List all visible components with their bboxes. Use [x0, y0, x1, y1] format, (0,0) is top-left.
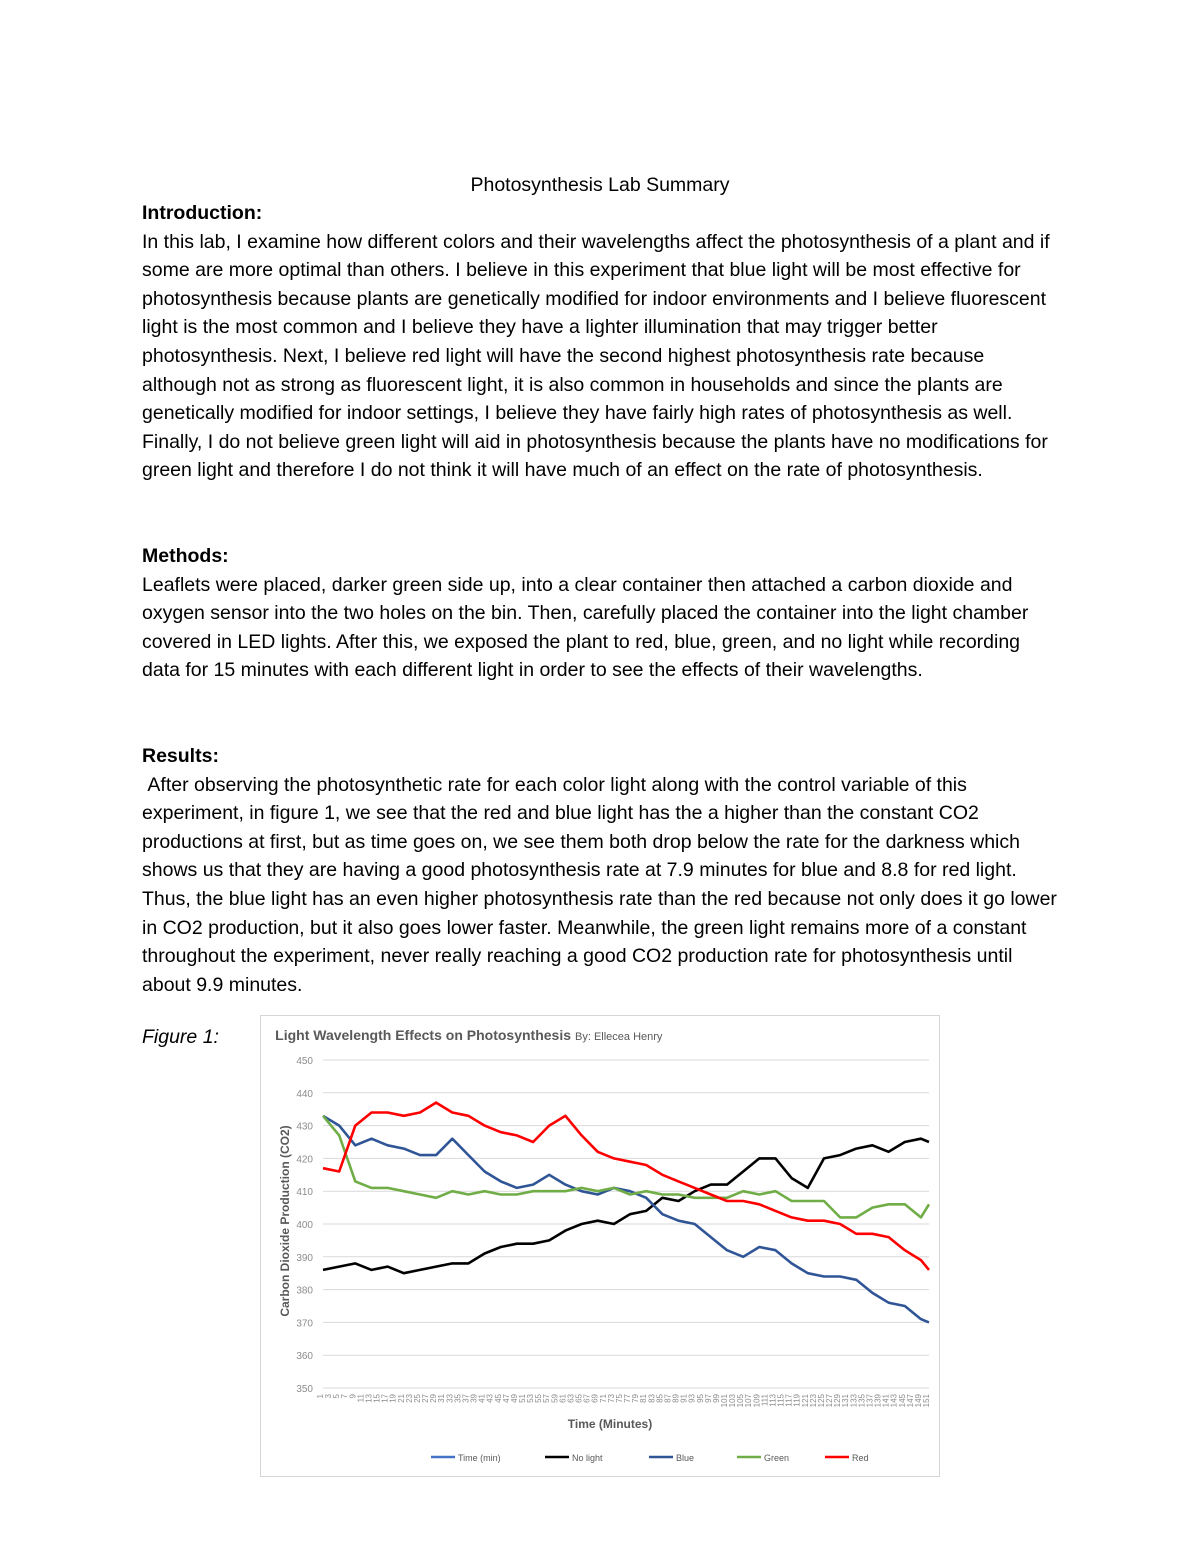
- results-heading: Results:: [142, 745, 219, 767]
- figure-1-chart: [260, 1015, 940, 1477]
- x-tick-label: 91: [679, 1394, 689, 1403]
- x-tick-label: 75: [614, 1394, 624, 1403]
- y-tick-label: 390: [296, 1252, 313, 1264]
- introduction-section: [142, 199, 1062, 485]
- x-tick-label: 29: [429, 1394, 439, 1403]
- x-tick-label: 23: [404, 1394, 414, 1403]
- y-tick-label: 410: [296, 1187, 313, 1199]
- results-section: [142, 742, 1062, 999]
- x-tick-label: 47: [501, 1394, 511, 1403]
- x-tick-label: 111: [760, 1394, 770, 1407]
- x-tick-label: 113: [768, 1394, 778, 1407]
- x-tick-label: 145: [897, 1394, 907, 1408]
- x-tick-label: 37: [461, 1394, 471, 1403]
- legend-label: No light: [572, 1453, 603, 1463]
- results-body: After observing the photosynthetic rate for each color light along with the control variable of this experiment, in figure 1, we see that the red and blue light has the a higher than the constant CO2 productions at first, but as time goes on, we see them both drop below the rate for the darkness which shows us that they are having a good photosynthesis rate at 7.9 minutes for blue and 8.8 for red light. Thus, the blue light has an even higher photosynthesis rate than the red because not only does it go lower in CO2 production, but it also goes lower faster. Meanwhile, the green light remains more of a constant throughout the experiment, never really reaching a good CO2 production rate for photosynthesis until about 9.9 minutes.: [142, 773, 1063, 996]
- y-tick-label: 380: [296, 1285, 313, 1297]
- x-tick-label: 117: [784, 1394, 794, 1407]
- introduction-heading: Introduction:: [142, 202, 263, 224]
- y-tick-label: 350: [296, 1384, 313, 1395]
- x-tick-label: 1: [316, 1394, 325, 1399]
- x-tick-label: 63: [566, 1394, 576, 1403]
- x-tick-label: 67: [582, 1394, 592, 1403]
- x-tick-label: 51: [518, 1394, 527, 1403]
- x-tick-label: 21: [396, 1394, 406, 1403]
- legend-label: Red: [852, 1453, 869, 1463]
- x-tick-label: 93: [687, 1394, 697, 1403]
- x-tick-label: 97: [703, 1394, 713, 1403]
- x-tick-label: 39: [469, 1394, 479, 1403]
- figure-label: Figure 1:: [142, 1026, 219, 1048]
- x-tick-label: 133: [849, 1394, 859, 1408]
- x-tick-label: 3: [324, 1394, 334, 1399]
- x-tick-label: 87: [663, 1394, 673, 1403]
- x-tick-label: 99: [711, 1394, 721, 1403]
- y-tick-label: 420: [296, 1154, 313, 1166]
- series-line-green: [323, 1116, 929, 1218]
- introduction-body: In this lab, I examine how different colors and their wavelengths affect the photosynthesis of a plant and if some are more optimal than others. I believe in this experiment that blue light will be most effective for photosynthesis because plants are genetically modified for indoor environments and I believe fluorescent light is the most common and I believe they have a lighter illumination that may trigger better photosynthesis. Next, I believe red light will have the second highest photosynthesis rate because although not as strong as fluorescent light, it is also common in households and since the plants are genetically modified for indoor settings, I believe they have fairly high rates of photosynthesis as well. Finally, I do not believe green light will aid in photosynthesis because the plants have no modifications for green light and therefore I do not think it will have much of an effect on the rate of photosynthesis.: [142, 230, 1050, 482]
- x-tick-label: 27: [421, 1394, 431, 1403]
- x-tick-label: 103: [728, 1394, 738, 1408]
- chart-title: Light Wavelength Effects on Photosynthesis: [275, 1027, 571, 1043]
- x-tick-label: 85: [655, 1394, 665, 1403]
- x-tick-label: 73: [606, 1394, 616, 1403]
- x-tick-label: 79: [631, 1394, 641, 1403]
- x-tick-label: 61: [558, 1394, 568, 1403]
- x-tick-label: 77: [623, 1394, 633, 1403]
- x-tick-label: 69: [590, 1394, 600, 1403]
- methods-body: Leaflets were placed, darker green side up, into a clear container then attached a carbon dioxide and oxygen sensor into the two holes on the bin. Then, carefully placed the container into the light chamber covered in LED lights. After this, we exposed the plant to red, blue, green, and no light while recording data for 15 minutes with each different light in order to see the effects of their wavelengths.: [142, 573, 1029, 682]
- y-tick-label: 440: [296, 1088, 313, 1100]
- x-tick-label: 31: [437, 1394, 447, 1403]
- legend-label: Blue: [676, 1453, 695, 1463]
- x-tick-label: 65: [574, 1394, 584, 1403]
- x-tick-label: 17: [380, 1394, 390, 1403]
- x-tick-label: 119: [792, 1394, 802, 1407]
- y-tick-label: 370: [296, 1318, 313, 1330]
- x-tick-label: 83: [647, 1394, 657, 1403]
- x-tick-label: 115: [776, 1394, 786, 1407]
- x-tick-label: 57: [542, 1394, 552, 1403]
- x-tick-label: 55: [534, 1394, 544, 1403]
- x-tick-label: 101: [720, 1394, 729, 1408]
- x-tick-label: 147: [905, 1394, 915, 1408]
- y-tick-label: 450: [296, 1056, 313, 1067]
- x-tick-label: 49: [509, 1394, 519, 1403]
- x-tick-label: 71: [598, 1394, 608, 1403]
- methods-section: [142, 542, 1062, 685]
- x-tick-label: 149: [913, 1394, 923, 1408]
- x-tick-label: 43: [485, 1394, 495, 1403]
- x-tick-label: 123: [808, 1394, 818, 1408]
- x-tick-label: 89: [671, 1394, 681, 1403]
- x-tick-label: 131: [841, 1394, 851, 1408]
- x-tick-label: 25: [412, 1394, 422, 1403]
- x-tick-label: 125: [816, 1394, 826, 1408]
- series-line-red: [323, 1103, 929, 1270]
- methods-heading: Methods:: [142, 545, 229, 567]
- x-tick-label: 121: [800, 1394, 810, 1408]
- x-tick-label: 15: [372, 1394, 382, 1403]
- x-tick-label: 109: [752, 1394, 762, 1408]
- line-chart: [261, 1016, 939, 1476]
- x-tick-label: 35: [453, 1394, 463, 1403]
- legend-label: Time (min): [458, 1453, 501, 1463]
- x-tick-label: 33: [445, 1394, 455, 1403]
- y-axis-label: Carbon Dioxide Production (CO2): [278, 1125, 292, 1317]
- x-tick-label: 59: [550, 1394, 560, 1403]
- x-tick-label: 143: [889, 1394, 899, 1408]
- y-tick-label: 400: [296, 1220, 313, 1231]
- x-tick-label: 53: [526, 1394, 536, 1403]
- x-tick-label: 135: [857, 1394, 867, 1408]
- series-line-blue: [323, 1116, 929, 1323]
- x-tick-label: 19: [388, 1394, 398, 1403]
- x-tick-label: 151: [922, 1394, 931, 1408]
- document-title: Photosynthesis Lab Summary: [470, 174, 730, 196]
- x-tick-label: 127: [825, 1394, 835, 1408]
- x-tick-label: 45: [493, 1394, 503, 1403]
- x-tick-label: 95: [695, 1394, 705, 1403]
- x-tick-label: 11: [356, 1394, 366, 1403]
- x-tick-label: 41: [477, 1394, 487, 1403]
- y-tick-label: 360: [296, 1351, 313, 1363]
- x-tick-label: 141: [881, 1394, 891, 1408]
- x-tick-label: 137: [865, 1394, 875, 1408]
- chart-subtitle: By: Ellecea Henry: [575, 1031, 663, 1043]
- x-axis-label: Time (Minutes): [567, 1417, 653, 1431]
- x-tick-label: 5: [332, 1394, 342, 1399]
- x-tick-label: 9: [348, 1394, 358, 1399]
- legend-label: Green: [764, 1453, 790, 1463]
- x-tick-label: 81: [639, 1394, 649, 1403]
- x-tick-label: 13: [364, 1394, 374, 1403]
- y-tick-label: 430: [296, 1121, 313, 1133]
- x-tick-label: 139: [873, 1394, 883, 1408]
- x-tick-label: 129: [833, 1394, 843, 1408]
- x-tick-label: 7: [340, 1394, 350, 1399]
- x-tick-label: 105: [736, 1394, 746, 1408]
- x-tick-label: 107: [744, 1394, 754, 1408]
